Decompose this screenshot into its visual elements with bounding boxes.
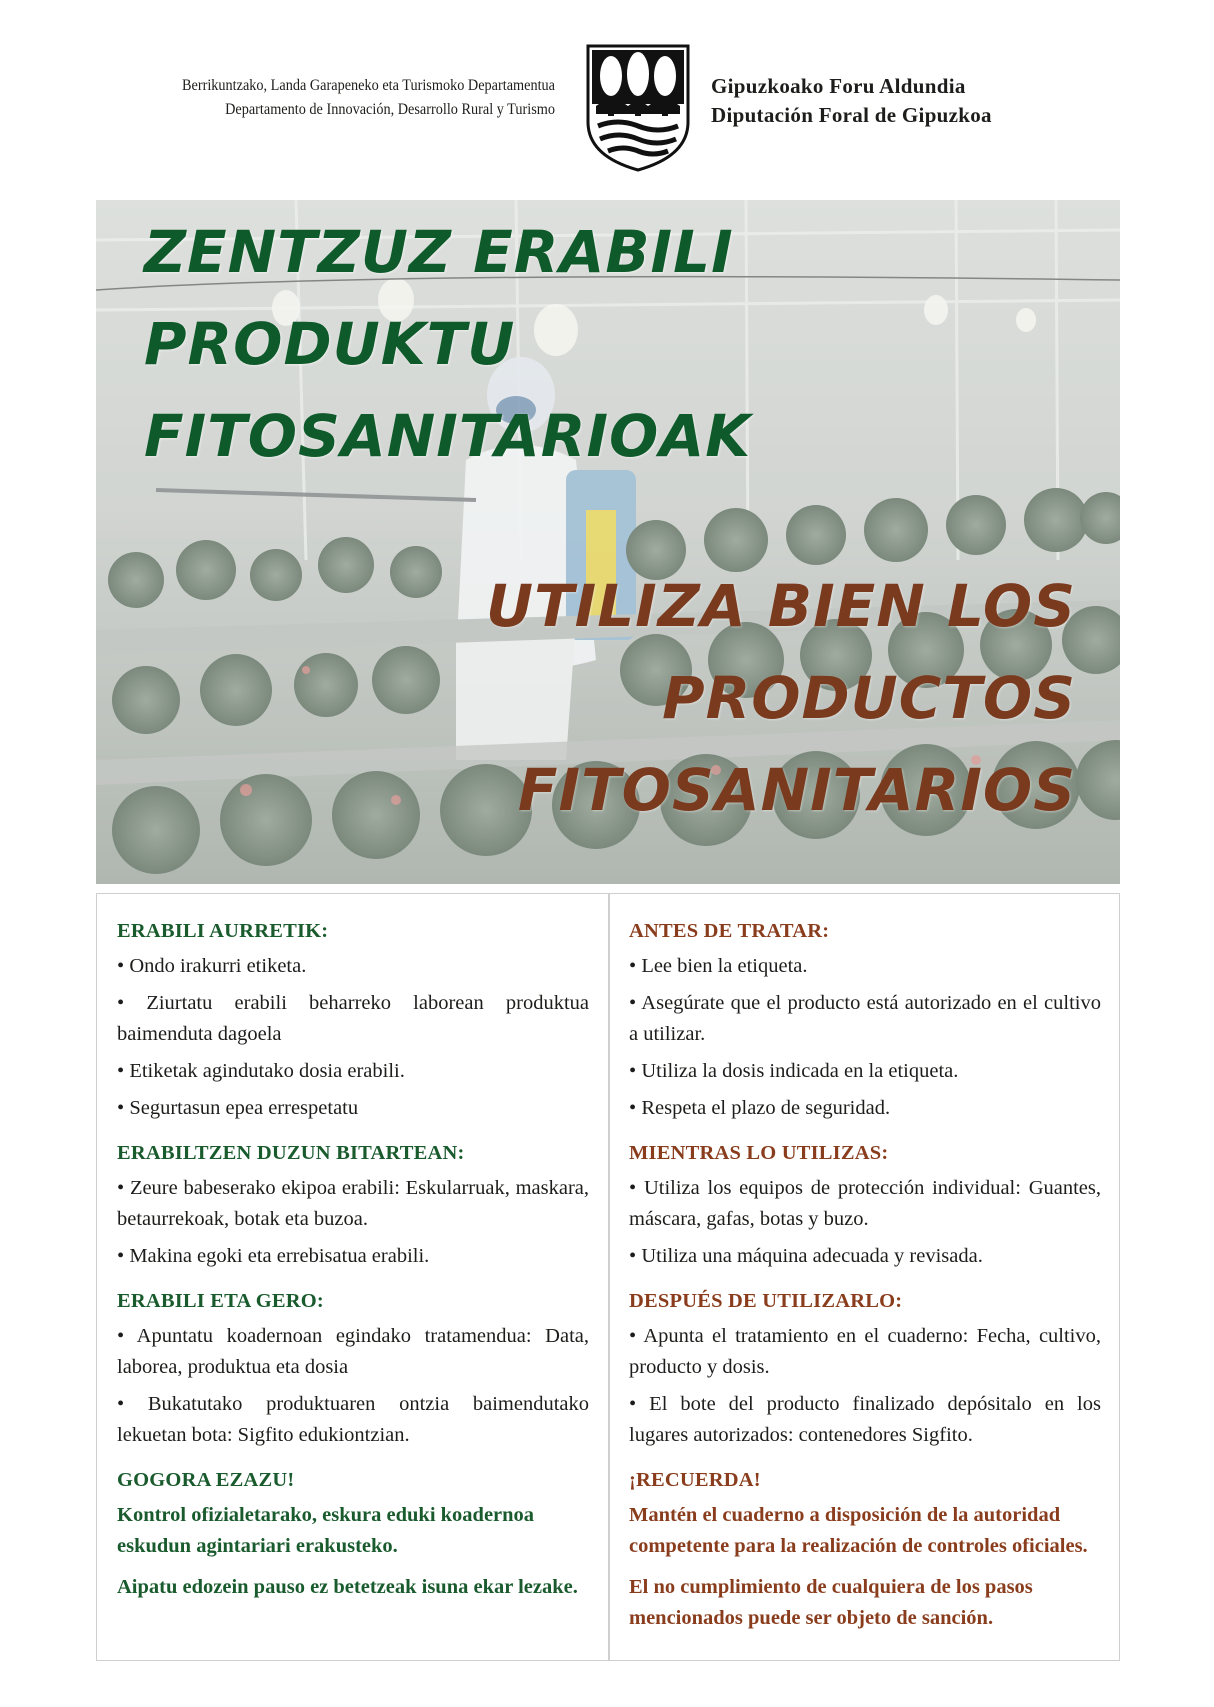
- basque-column: [117, 916, 589, 1613]
- basque-title-line-3: FITOSANITARIOAK: [144, 402, 752, 470]
- government-name: [711, 72, 992, 130]
- basque-reminder-line: Aipatu edozein pauso ez betetzeak isuna ekar lezake.: [117, 1576, 578, 1598]
- column-divider: [608, 894, 610, 1660]
- list-item: • Ondo irakurri etiketa.: [117, 951, 589, 982]
- spanish-section-list: [629, 1321, 1101, 1451]
- list-item: • Utiliza los equipos de protección individual: Guantes, máscara, gafas, botas y buzo.: [629, 1173, 1101, 1235]
- spanish-section-title: ANTES DE TRATAR:: [629, 920, 830, 942]
- department-name-basque: Berrikuntzako, Landa Garapeneko eta Turismoko Departamentua: [181, 77, 555, 94]
- list-item: • Apuntatu koadernoan egindako tratamendua: Data, laborea, produktua eta dosia: [117, 1321, 589, 1383]
- spanish-reminder-title: ¡RECUERDA!: [629, 1469, 761, 1491]
- spanish-column: [629, 916, 1101, 1644]
- list-item: • Zeure babeserako ekipoa erabili: Eskularruak, maskara, betaurrekoak, botak eta buzoa.: [117, 1173, 589, 1235]
- spanish-section-title: MIENTRAS LO UTILIZAS:: [629, 1142, 889, 1164]
- spanish-section-list: [629, 1173, 1101, 1272]
- basque-reminder-line: Kontrol ofizialetarako, eskura eduki koadernoa eskudun agintariari erakusteko.: [117, 1504, 535, 1557]
- government-name-basque: Gipuzkoako Foru Aldundia: [711, 74, 966, 98]
- list-item: • Apunta el tratamiento en el cuaderno: Fecha, cultivo, producto y dosis.: [629, 1321, 1101, 1383]
- instructions-box: [96, 893, 1120, 1661]
- spanish-section-list: [629, 951, 1101, 1124]
- spanish-reminder-line: El no cumplimiento de cualquiera de los pasos mencionados puede ser objeto de sanción.: [629, 1576, 1033, 1629]
- list-item: • Asegúrate que el producto está autorizado en el cultivo a utilizar.: [629, 988, 1101, 1050]
- department-name: [136, 74, 555, 122]
- gipuzkoa-crest-icon: [586, 44, 690, 172]
- list-item: • Etiketak agindutako dosia erabili.: [117, 1056, 589, 1087]
- list-item: • Respeta el plazo de seguridad.: [629, 1093, 1101, 1124]
- basque-reminder-title: GOGORA EZAZU!: [117, 1469, 295, 1491]
- basque-section-title: ERABILI AURRETIK:: [117, 920, 329, 942]
- list-item: • Makina egoki eta errebisatua erabili.: [117, 1241, 589, 1272]
- basque-title-line-2: PRODUKTU: [144, 310, 516, 378]
- spanish-section-title: DESPUÉS DE UTILIZARLO:: [629, 1290, 903, 1312]
- basque-section-list: [117, 1321, 589, 1451]
- list-item: • Utiliza la dosis indicada en la etiqueta.: [629, 1056, 1101, 1087]
- list-item: • Ziurtatu erabili beharreko laborean produktua baimenduta dagoela: [117, 988, 589, 1050]
- department-name-spanish: Departamento de Innovación, Desarrollo Rural y Turismo: [225, 101, 555, 118]
- basque-section-title: ERABILI ETA GERO:: [117, 1290, 324, 1312]
- government-name-spanish: Diputación Foral de Gipuzkoa: [711, 103, 992, 127]
- basque-section-list: [117, 1173, 589, 1272]
- basque-section-list: [117, 951, 589, 1124]
- list-item: • Lee bien la etiqueta.: [629, 951, 1101, 982]
- spanish-title-line-2: PRODUCTOS: [662, 664, 1076, 732]
- list-item: • El bote del producto finalizado depósitalo en los lugares autorizados: contenedores Sigfito.: [629, 1389, 1101, 1451]
- list-item: • Utiliza una máquina adecuada y revisada.: [629, 1241, 1101, 1272]
- spanish-reminder-line: Mantén el cuaderno a disposición de la autoridad competente para la realización de controles oficiales.: [629, 1504, 1088, 1557]
- spanish-title-line-3: FITOSANITARIOS: [517, 756, 1076, 824]
- spanish-title-line-1: UTILIZA BIEN LOS: [485, 572, 1076, 640]
- basque-title-line-1: ZENTZUZ ERABILI: [144, 218, 734, 286]
- hero-banner: [96, 200, 1120, 884]
- list-item: • Segurtasun epea errespetatu: [117, 1093, 589, 1124]
- list-item: • Bukatutako produktuaren ontzia baimendutako lekuetan bota: Sigfito edukiontzian.: [117, 1389, 589, 1451]
- basque-section-title: ERABILTZEN DUZUN BITARTEAN:: [117, 1142, 465, 1164]
